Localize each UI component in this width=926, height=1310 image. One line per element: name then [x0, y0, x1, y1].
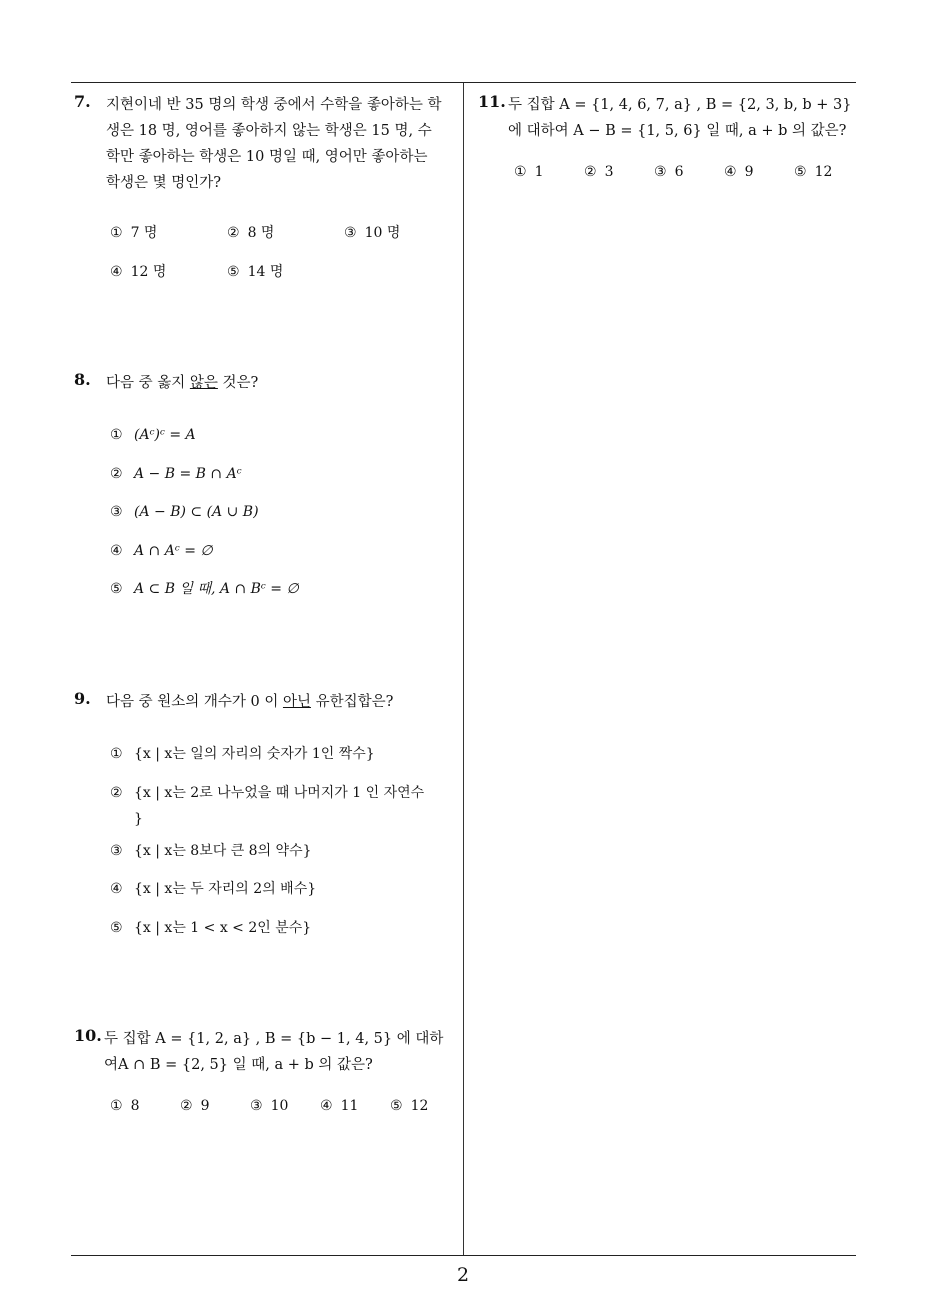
- choice-4[interactable]: ④ 9: [724, 164, 754, 180]
- emphasis-underline: 않은: [189, 375, 218, 391]
- choice-5[interactable]: ⑤ 12: [390, 1098, 429, 1114]
- answer-choices: [514, 158, 856, 198]
- stem-line: 두 집합 A = {1, 4, 6, 7, a} , B = {2, 3, b, b + 3}: [508, 97, 852, 113]
- stem-line: 여A ∩ B = {2, 5} 일 때, a + b 의 값은?: [104, 1057, 373, 1073]
- stem-line: 지현이네 반 35 명의 학생 중에서 수학을 좋아하는 학: [106, 97, 442, 113]
- stem-line: 생은 18 명, 영어를 좋아하지 않는 학생은 15 명, 수: [106, 123, 432, 139]
- question-number: 9.: [74, 689, 91, 708]
- choice-4[interactable]: ④ 12 명: [110, 264, 167, 280]
- question-stem: [104, 1026, 458, 1078]
- question-10: [74, 1026, 458, 1132]
- choice-1[interactable]: ① 7 명: [110, 225, 158, 241]
- choice-1[interactable]: ① {x | x는 일의 자리의 숫자가 1인 짝수}: [110, 746, 375, 762]
- question-number: 7.: [74, 92, 91, 111]
- choice-1[interactable]: ① 1: [514, 164, 544, 180]
- question-8: [74, 370, 458, 617]
- question-number: 8.: [74, 370, 91, 389]
- stem-line: 학생은 몇 명인가?: [106, 175, 222, 191]
- choice-2[interactable]: ② A − B = B ∩ Aᶜ: [110, 465, 242, 482]
- stem-line: 두 집합 A = {1, 2, a} , B = {b − 1, 4, 5} 에 대하: [104, 1031, 444, 1047]
- choice-4[interactable]: ④ 11: [320, 1098, 359, 1114]
- answer-choices: [110, 424, 458, 617]
- choice-5[interactable]: ⑤ 12: [794, 164, 833, 180]
- question-number: 11.: [478, 92, 506, 111]
- choice-3[interactable]: ③ 6: [654, 164, 684, 180]
- choice-5[interactable]: ⑤ A ⊂ B 일 때, A ∩ Bᶜ = ∅: [110, 581, 299, 597]
- stem-line: 학만 좋아하는 학생은 10 명일 때, 영어만 좋아하는: [106, 149, 428, 165]
- question-stem: 다음 중 옳지 않은 것은?: [106, 375, 259, 391]
- choice-4[interactable]: ④ {x | x는 두 자리의 2의 배수}: [110, 881, 317, 897]
- choice-2[interactable]: ② 8 명: [227, 225, 275, 241]
- question-9: [74, 689, 458, 955]
- column-divider: [463, 83, 464, 1255]
- answer-choices: [110, 214, 458, 304]
- question-11: [478, 92, 856, 198]
- choice-3[interactable]: ③ (A − B) ⊂ (A ∪ B): [110, 504, 259, 520]
- question-stem: [106, 92, 458, 196]
- stem-line: 에 대하여 A − B = {1, 5, 6} 일 때, a + b 의 값은?: [508, 123, 847, 139]
- choice-1[interactable]: ① (Aᶜ)ᶜ = A: [110, 427, 196, 443]
- emphasis-underline: 아닌: [282, 694, 311, 710]
- answer-choices: [110, 743, 458, 955]
- choice-3[interactable]: ③ 10 명: [344, 225, 401, 241]
- choice-3[interactable]: ③ {x | x는 8보다 큰 8의 약수}: [110, 842, 312, 859]
- choice-3[interactable]: ③ 10: [250, 1098, 289, 1114]
- choice-5[interactable]: ⑤ 14 명: [227, 264, 284, 280]
- choice-2[interactable]: ② {x | x는 2로 나누었을 때 나머지가 1 인 자연수: [110, 784, 425, 801]
- bottom-rule: [71, 1255, 856, 1256]
- question-stem: [508, 92, 856, 144]
- choice-2-continued: }: [134, 810, 143, 827]
- choice-4[interactable]: ④ A ∩ Aᶜ = ∅: [110, 542, 213, 559]
- page-number: 2: [456, 1264, 470, 1286]
- choice-2[interactable]: ② 3: [584, 164, 614, 180]
- question-stem: 다음 중 원소의 개수가 0 이 아닌 유한집합은?: [106, 694, 394, 710]
- question-7: [74, 92, 458, 304]
- choice-5[interactable]: ⑤ {x | x는 1 < x < 2인 분수}: [110, 919, 312, 936]
- question-number: 10.: [74, 1026, 102, 1045]
- choice-2[interactable]: ② 9: [180, 1098, 210, 1114]
- answer-choices: [110, 1092, 458, 1132]
- choice-1[interactable]: ① 8: [110, 1098, 140, 1114]
